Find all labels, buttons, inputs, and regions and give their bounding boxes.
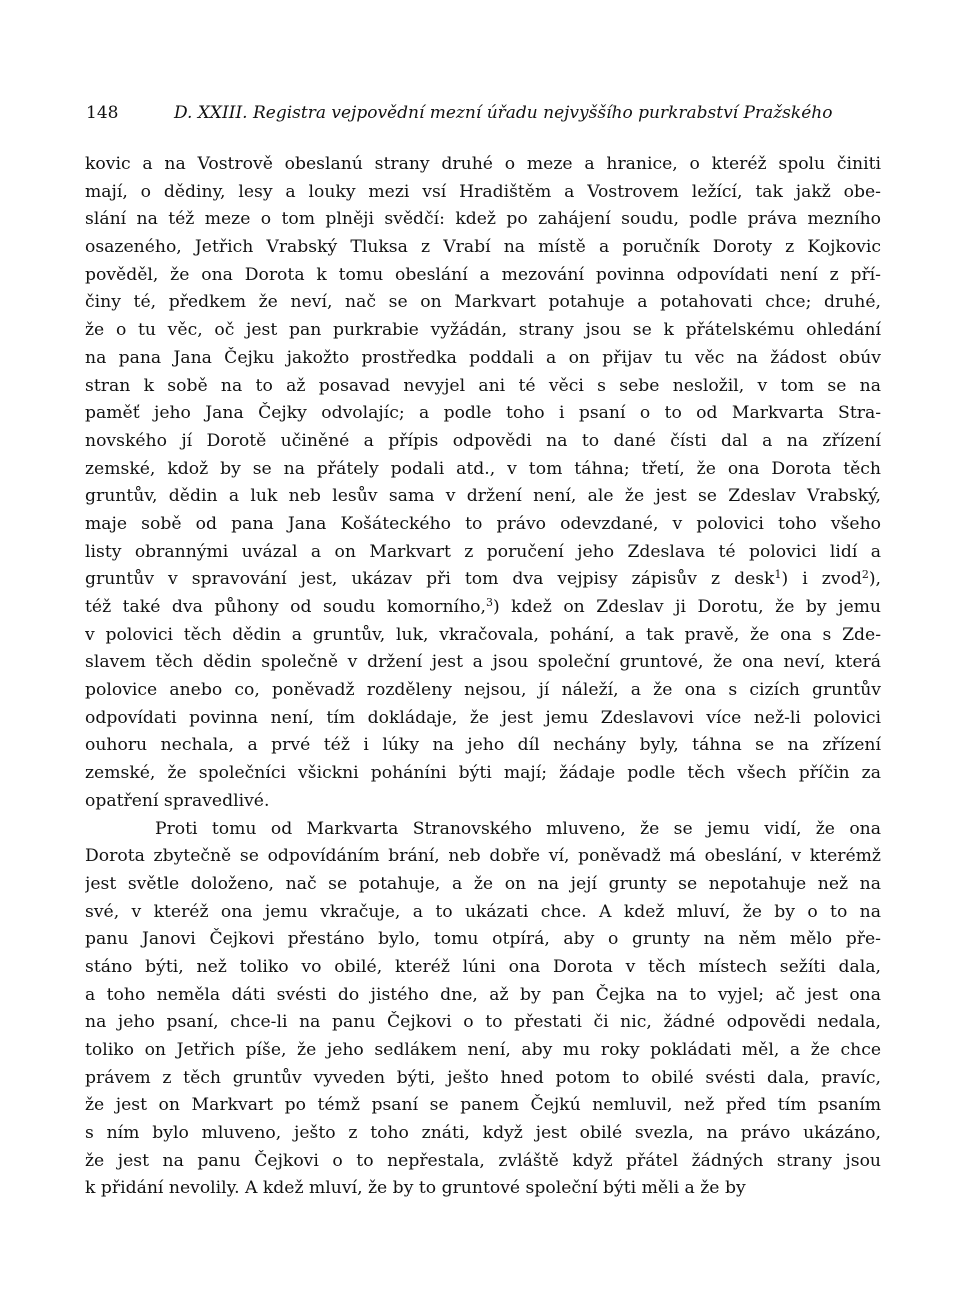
text-line: paměť jeho Jana Čejky odvolajíc; a podle toho i psaní o to od Markvarta Stra- <box>85 403 881 424</box>
text-line: Proti tomu od Markvarta Stranovského mluveno, že se jemu vidí, že ona <box>155 818 881 839</box>
text-line: gruntův, dědin a luk neb lesův sama v držení není, ale že jest se Zdeslav Vrabský, <box>85 486 881 507</box>
text-line: opatření spravedlivé. <box>85 790 270 811</box>
text-line: že o tu věc, oč jest pan purkrabie vyžádán, strany jsou se k přátelskému ohledání <box>85 320 881 341</box>
text-line: že jest on Markvart po témž psaní se panem Čejkú nemluvil, než před tím psaním <box>85 1095 881 1116</box>
text-line: k přidání nevolily. A kdež mluví, že by to gruntové společní býti měli a že by <box>85 1178 746 1199</box>
text-line: ouhoru nechala, a prvé též i lúky na jeho díl nechány byly, táhna se na zřízení <box>85 735 881 756</box>
text-line: panu Janovi Čejkovi přestáno bylo, tomu otpírá, aby o grunty na něm mělo pře- <box>85 929 881 950</box>
text-line: zemské, že společníci všickni poháníni býti mají; žádaje podle těch všech příčin za <box>85 763 881 784</box>
text-line: stáno býti, než toliko vo obilé, kteréž lúni ona Dorota v těch místech sežíti dala, <box>85 956 881 977</box>
paragraph <box>85 816 881 1204</box>
text-line: právem z těch gruntův vyveden býti, ješto hned potom to obilé svésti dala, pravíc, <box>85 1067 881 1088</box>
running-title: D. XXIII. Registra vejpovědní mezní úřadu nejvyššího purkrabství Pražského <box>174 103 833 123</box>
text-line: slání na též meze o tom plněji svědčí: kdež po zahájení soudu, podle práva mezního <box>85 209 881 230</box>
page-number: 148 <box>86 103 119 123</box>
text-line: na jeho psaní, chce-li na panu Čejkovi o to přestati či nic, žádné odpovědi nedala, <box>85 1012 881 1033</box>
text-line: Dorota zbytečně se odpovídáním brání, neb dobře ví, poněvadž má obeslání, v kterémž <box>85 846 881 867</box>
text-line: polovice anebo co, poněvadž rozděleny nejsou, jí náleží, a že ona s cizích gruntův <box>85 680 881 701</box>
text-line: zemské, kdož by se na přátely podali atd., v tom táhna; třetí, že ona Dorota těch <box>85 458 881 479</box>
text-line: pověděl, že ona Dorota k tomu obeslání a mezování povinna odpovídati není z pří- <box>85 264 881 285</box>
text-line: že jest na panu Čejkovi o to nepřestala, zvláště když přátel žádných strany jsou <box>85 1150 881 1171</box>
text-line: a toho neměla dáti svésti do jistého dne, až by pan Čejka na to vyjel; ač jest ona <box>85 984 881 1005</box>
text-line: toliko on Jetřich píše, že jeho sedlákem není, aby mu roky pokládati měl, a že chce <box>85 1040 881 1060</box>
text-line: kovic a na Vostrově obeslanú strany druhé o meze a hranice, o kteréž spolu činiti <box>85 154 881 174</box>
text-line: listy obrannými uvázal a on Markvart z poručení jeho Zdeslava té polovici lidí a <box>85 541 881 562</box>
text-line: s ním bylo mluveno, ješto z toho znáti, když jest obilé svezla, na právo ukázáno, <box>85 1123 881 1144</box>
text-line: v polovici těch dědin a gruntův, luk, vkračovala, pohání, a tak pravě, že ona s Zde- <box>85 624 881 645</box>
body-text <box>85 151 881 1203</box>
text-line: stran k sobě na to až posavad nevyjel ani té věci s sebe nesložil, v tom se na <box>85 375 881 396</box>
text-line: své, v kteréž ona jemu vkračuje, a to ukázati chce. A kdež mluví, že by o to na <box>85 901 881 922</box>
text-line: mají, o dědiny, lesy a louky mezi vsí Hradištěm a Vostrovem ležící, tak jakž obe- <box>85 181 881 202</box>
text-line: novského jí Dorotě učiněné a přípis odpovědi na to dané čísti dal a na zřízení <box>85 430 881 451</box>
text-line: slavem těch dědin společně v držení jest a jsou společní gruntové, že ona neví, která <box>85 652 881 673</box>
running-header <box>86 103 886 133</box>
text-line: osazeného, Jetřich Vrabský Tluksa z Vrabí na místě a poručník Doroty z Kojkovic <box>85 237 881 258</box>
text-line: jest světle doloženo, nač se potahuje, a že on na její grunty se nepotahuje než na <box>85 873 881 894</box>
text-line: činy té, předkem že neví, nač se on Markvart potahuje a potahovati chce; druhé, <box>85 292 881 313</box>
text-line: též také dva půhony od soudu komorního,$^3$) kdež on Zdeslav ji Dorotu, že by jemu <box>85 596 881 617</box>
paragraph <box>85 151 881 816</box>
text-line: gruntův v spravování jest, ukázav při tom dva vejpisy zápisův z desk$^1$) i zvod$^2$), <box>85 568 881 590</box>
text-line: odpovídati povinna není, tím dokládaje, že jest jemu Zdeslavovi více než-li polovici <box>85 707 881 728</box>
text-line: maje sobě od pana Jana Košáteckého to právo odevzdané, v polovici toho všeho <box>85 513 881 534</box>
text-line: na pana Jana Čejku jakožto prostředka poddali a on přijav tu věc na žádost obúv <box>85 347 881 368</box>
